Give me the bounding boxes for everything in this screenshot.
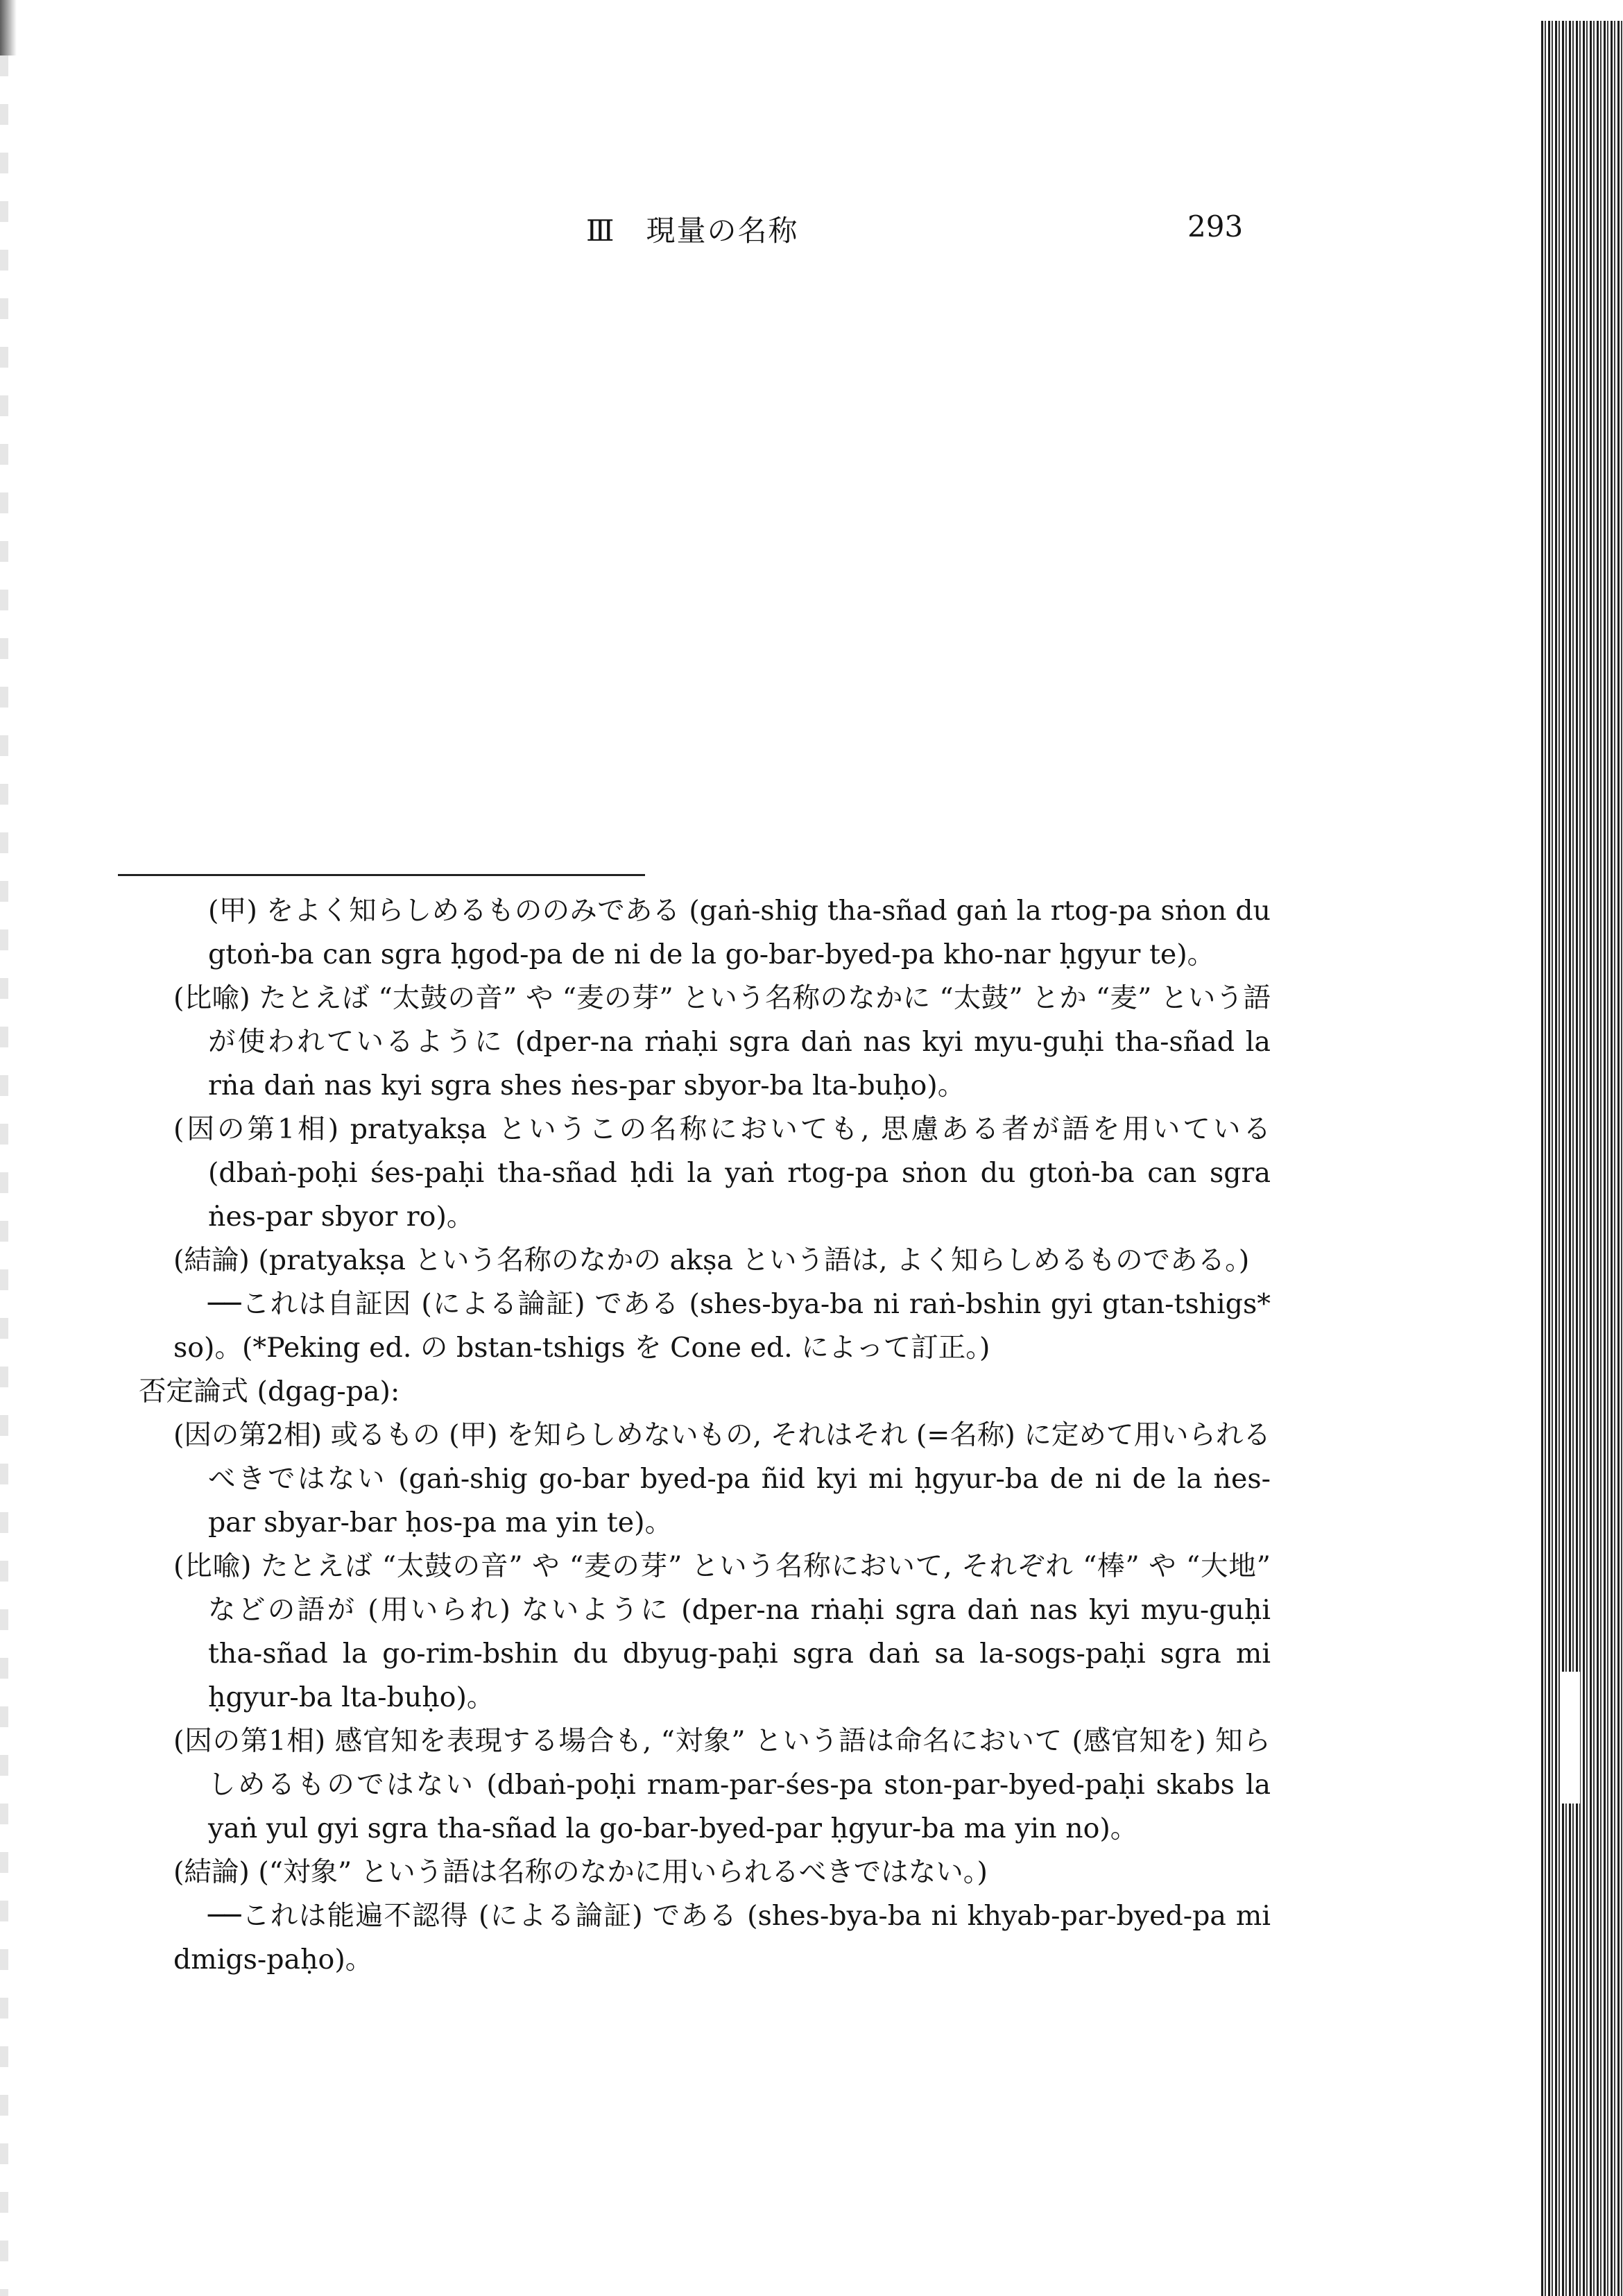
book-page-edges xyxy=(1541,21,1623,2296)
footnote-block xyxy=(139,889,1271,1982)
footnote-paragraph-continuation: (甲) をよく知らしめるもののみである (gaṅ-shig tha-sñad gaṅ la rtog-pa sṅon du gtoṅ-ba can sgra ḥgod-pa de ni de la go-bar-byed-pa kho-nar ḥgyur te)。 xyxy=(208,895,1271,970)
footnote-paragraph-example-negative: (比喩) たとえば “太鼓の音” や “麦の芽” という名称において, それぞれ “棒” や “大地” などの語が (用いられ) ないように (dper-na rṅaḥi sgra daṅ nas kyi myu-guḥi tha-sñad la go-rim-bshin du dbyug-paḥi sgra daṅ sa la-sogs-paḥi sgra mi ḥgyur-ba lta-buḥo)。 xyxy=(173,1550,1271,1713)
footnote-paragraph-reason: (因の第1相) pratyakṣa というこの名称においても, 思慮ある者が語を用いている (dbaṅ-poḥi śes-paḥi tha-sñad ḥdi la yaṅ rtog-pa sṅon du gtoṅ-ba can sgra ṅes-par sbyor ro)。 xyxy=(173,1113,1271,1233)
footnote-separator-rule xyxy=(118,874,645,876)
scan-shadow-corner xyxy=(0,0,17,55)
footnote-paragraph-summary: ──これは自証因 (による論証) である (shes-bya-ba ni raṅ-bshin gyi gtan-tshigs* so)。(*Peking ed. の bstan-tshigs を Cone ed. によって訂正。) xyxy=(173,1288,1271,1364)
footnote-paragraph-reason-first: (因の第1相) 感官知を表現する場合も, “対象” という語は命名において (感官知を) 知らしめるものではない (dbaṅ-poḥi rnam-par-śes-pa ston-par-byed-paḥi skabs la yaṅ yul gyi sgra tha-sñad la go-bar-byed-par ḥgyur-ba ma yin no)。 xyxy=(173,1725,1271,1844)
page-edge-tab xyxy=(1561,1672,1580,1804)
footnote-heading-negative-syllogism: 否定論式 (dgag-pa): xyxy=(139,1376,400,1407)
running-head-title: Ⅲ 現量の名称 xyxy=(586,214,799,248)
page-number: 293 xyxy=(1187,209,1244,243)
footnote-paragraph-reason-second: (因の第2相) 或るもの (甲) を知らしめないもの, それはそれ (=名称) に定めて用いられるべきではない (gaṅ-shig go-bar byed-pa ñid kyi mi ḥgyur-ba de ni de la ṅes-par sbyar-bar ḥos-pa ma yin te)。 xyxy=(173,1419,1271,1539)
footnote-paragraph-conclusion-negative: (結論) (“対象” という語は名称のなかに用いられるべきではない。) xyxy=(173,1856,988,1888)
scan-left-edge xyxy=(0,55,8,2296)
footnote-paragraph-example: (比喩) たとえば “太鼓の音” や “麦の芽” という名称のなかに “太鼓” とか “麦” という語が使われているように (dper-na rṅaḥi sgra daṅ nas kyi myu-guḥi tha-sñad la rṅa daṅ nas kyi sgra shes ṅes-par sbyor-ba lta-buḥo)。 xyxy=(173,982,1271,1102)
footnote-paragraph-conclusion: (結論) (pratyakṣa という名称のなかの akṣa という語は, よく知らしめるものである。) xyxy=(173,1244,1250,1276)
footnote-paragraph-summary-negative: ──これは能遍不認得 (による論証) である (shes-bya-ba ni khyab-par-byed-pa mi dmigs-paḥo)。 xyxy=(173,1900,1271,1976)
